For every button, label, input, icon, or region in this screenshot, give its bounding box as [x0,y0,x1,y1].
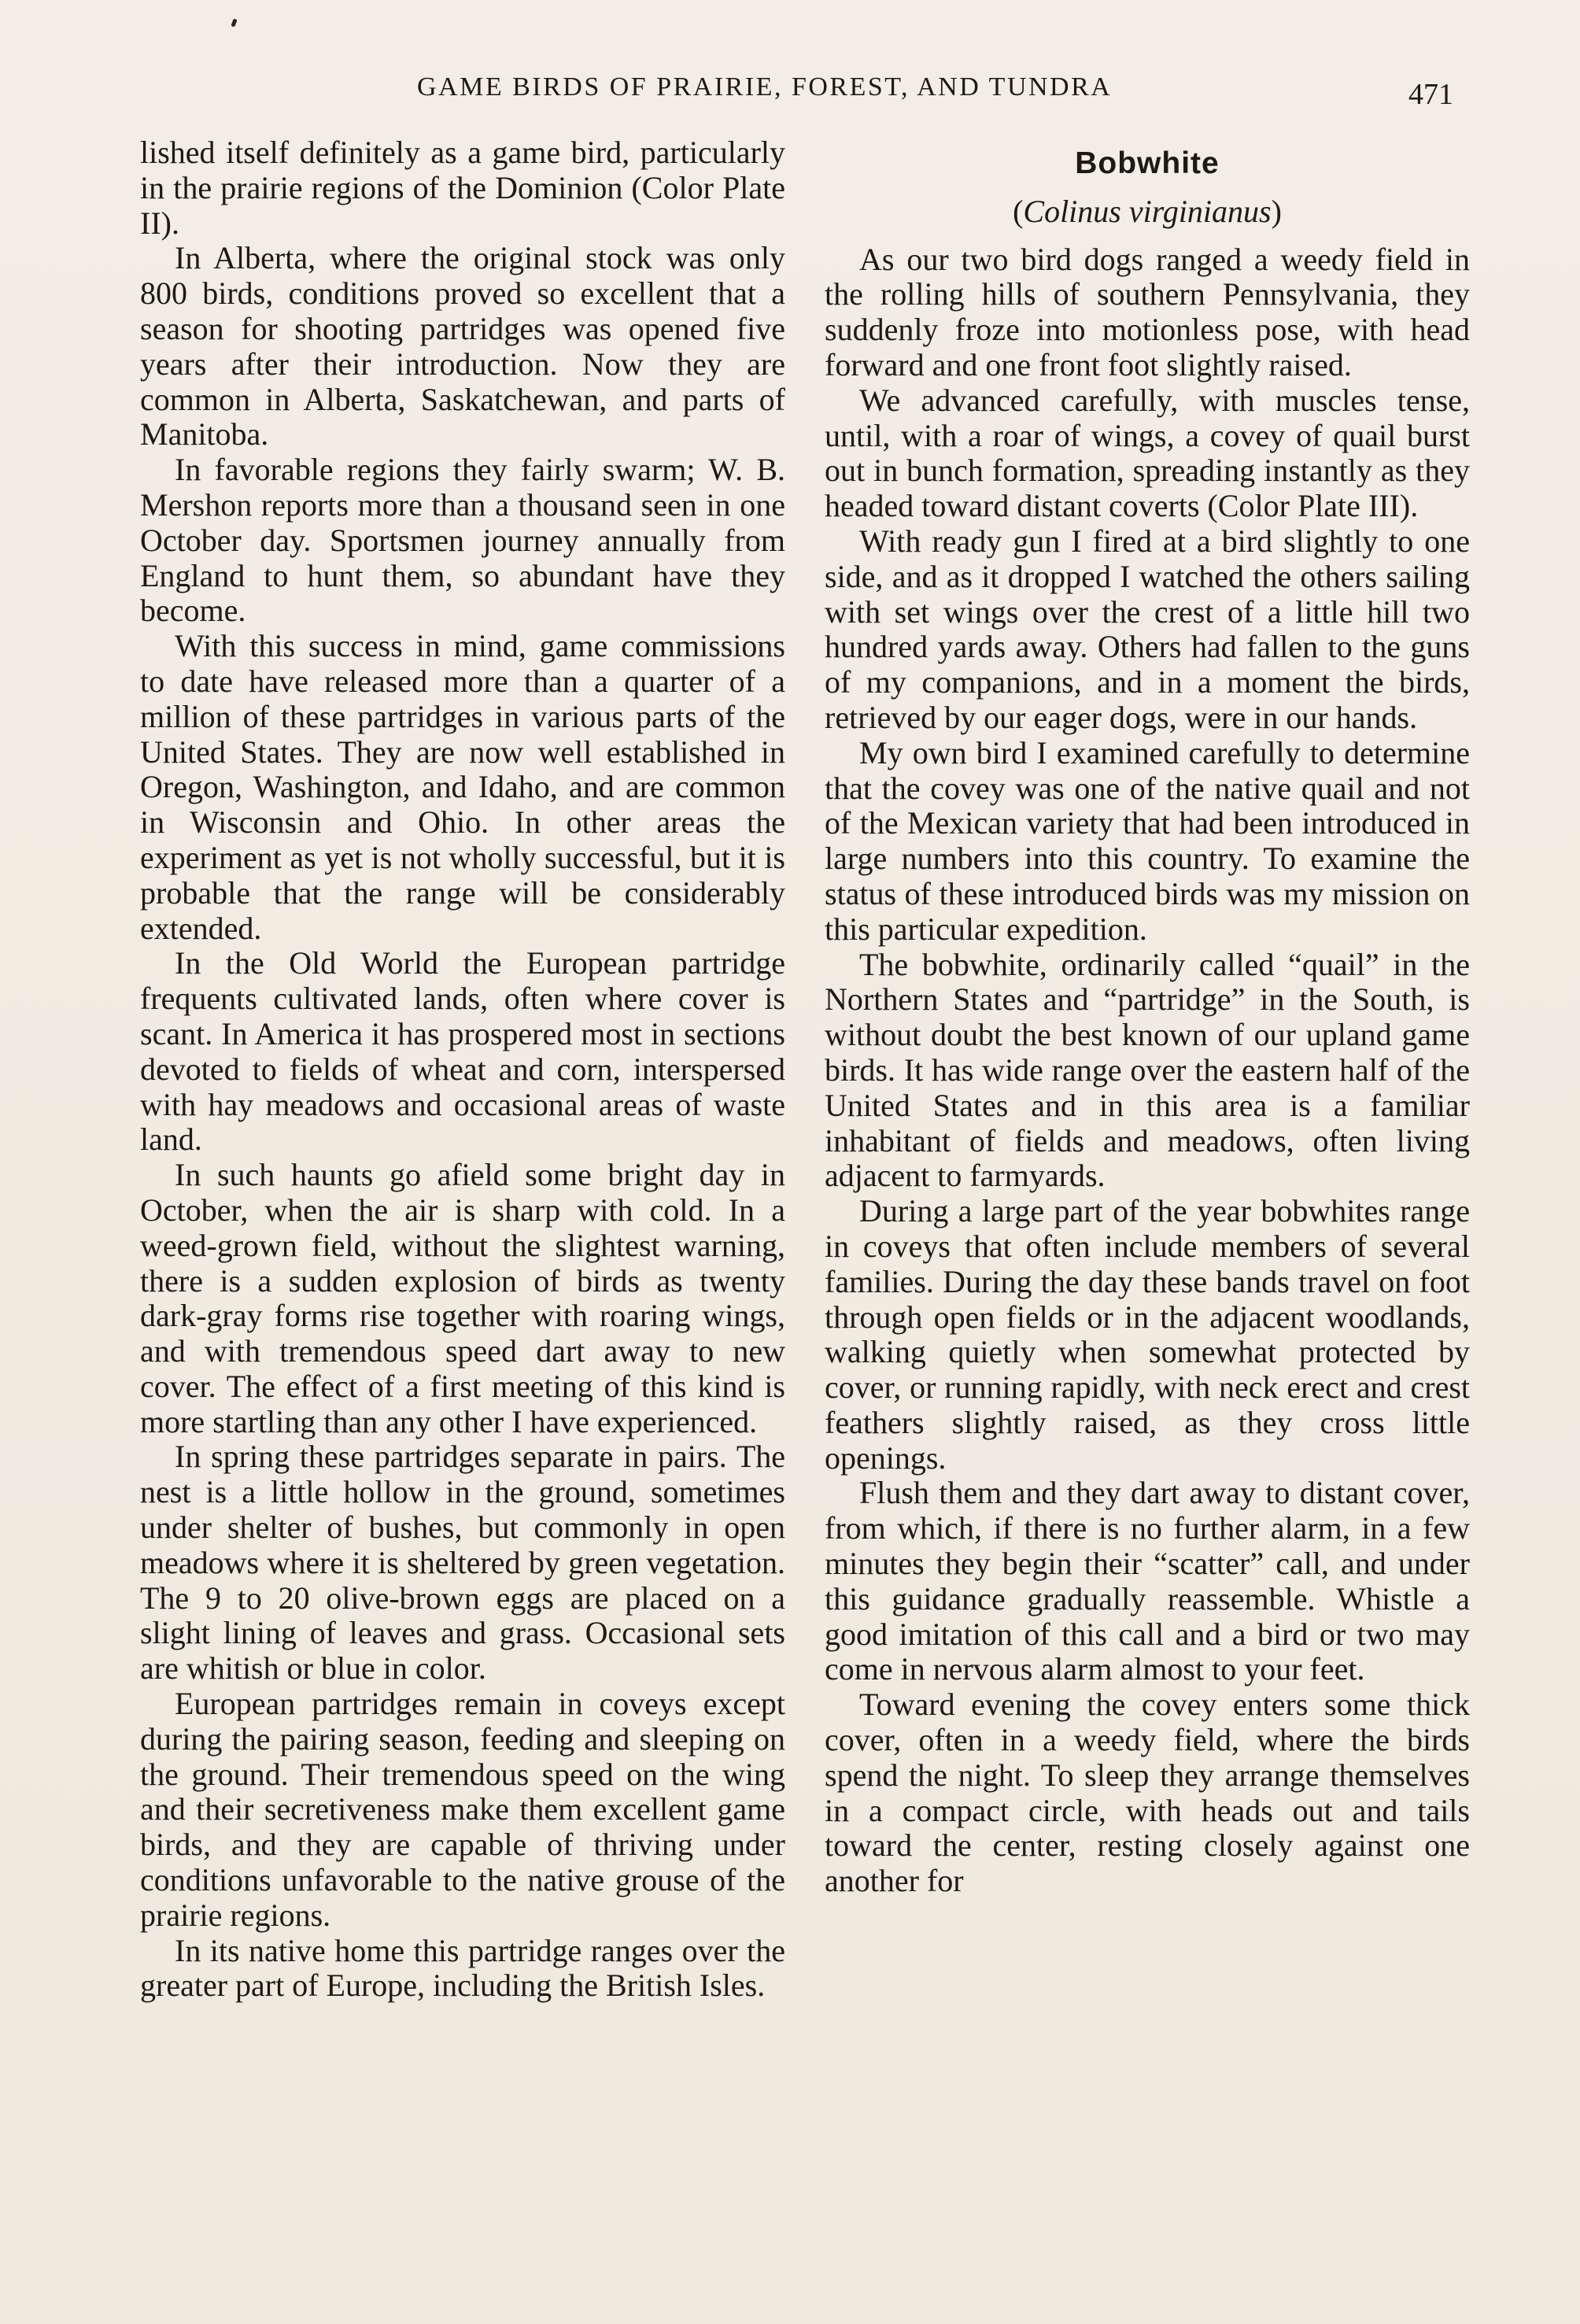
paragraph: We advanced carefully, with muscles tense, until, with a roar of wings, a covey of quail burst out in bunch formation, spreading instantly as they headed toward distant coverts (Color Plate III). [825,382,1470,524]
paragraph: My own bird I examined carefully to determine that the covey was one of the native quail and not of the Mexican variety that had been introduced in large numbers into this country. To examine the status of these introduced birds was my mission on this particular expedition. [825,734,1470,947]
paragraph: With this success in mind, game commissions to date have released more than a quarter of a million of these partridges in various parts of the United States. They are now well established in Oregon, Washington, and Idaho, and are common in Wisconsin and Ohio. In other areas the experiment as yet is not wholly successful, but it is probable that the range will be considerably extended. [140,628,785,946]
species-open-paren: ( [1013,193,1024,229]
paragraph: During a large part of the year bobwhites range in coveys that often include members of several families. During the day these bands travel on foot through open fields or in the adjacent woodlands, walking quietly when somewhat protected by cover, or running rapidly, with neck erect and crest feathers slightly raised, as they cross little openings. [825,1193,1470,1476]
paragraph: With ready gun I fired at a bird slightly to one side, and as it dropped I watched the others sailing with set wings over the crest of a little hill two hundred yards away. Others had fallen to the guns of my companions, and in a moment the birds, retrieved by our eager dogs, were in our hands. [825,523,1470,735]
running-head: GAME BIRDS OF PRAIRIE, FOREST, AND TUNDRA [417,72,1113,102]
species-close-paren: ) [1271,193,1282,229]
paragraph: lished itself definitely as a game bird, particularly in the prairie regions of the Dominion (Color Plate II). [140,135,785,241]
paragraph: The bobwhite, ordinarily called “quail” in the Northern States and “partridge” in the South, is without doubt the best known of our upland game birds. It has wide range over the eastern half of the United States and in this area is a familiar inhabitant of fields and meadows, often living adjacent to farmyards. [825,946,1470,1194]
page-number: 471 [1408,78,1453,111]
left-column [140,135,785,2004]
paragraph: In Alberta, where the original stock was only 800 birds, conditions proved so excellent that a season for shooting partridges was opened five years after their introduction. Now they are common in Alberta, Saskatchewan, and parts of Manitoba. [140,240,785,453]
paragraph: In favorable regions they fairly swarm; W. B. Mershon reports more than a thousand seen in one October day. Sportsmen journey annually from England to hunt them, so abundant have they become. [140,452,785,629]
paragraph: Flush them and they dart away to distant cover, from which, if there is no further alarm, in a few minutes they begin their “scatter” call, and under this guidance gradually reassemble. Whistle a good imitation of this call and a bird or two may come in nervous alarm almost to your feet. [825,1475,1470,1687]
paragraph: In the Old World the European partridge frequents cultivated lands, often where cover is scant. In America it has prospered most in sections devoted to fields of wheat and corn, interspersed with hay meadows and occasional areas of waste land. [140,945,785,1158]
scientific-name: Colinus virginianus [1023,193,1272,229]
paragraph: In its native home this partridge ranges over the greater part of Europe, including the British Isles. [140,1932,785,2004]
ink-speck [231,18,237,27]
species-name [825,194,1470,230]
paragraph: In spring these partridges separate in pairs. The nest is a little hollow in the ground, sometimes under shelter of bushes, but commonly in open meadows where it is sheltered by green vegetation. The 9 to 20 olive-brown eggs are placed on a slight lining of leaves and grass. Occasional sets are whitish or blue in color. [140,1439,785,1687]
paragraph: As our two bird dogs ranged a weedy field in the rolling hills of southern Pennsylvania, they suddenly froze into motionless pose, with head forward and one front foot slightly raised. [825,241,1470,382]
paragraph: Toward evening the covey enters some thick cover, often in a weedy field, where the birds spend the night. To sleep they arrange themselves in a compact circle, with heads out and tails toward the center, resting closely against one another for [825,1687,1470,1899]
paragraph: European partridges remain in coveys except during the pairing season, feeding and sleeping on the ground. Their tremendous speed on the wing and their secretiveness make them excellent game birds, and they are capable of thriving under conditions unfavorable to the native grouse of the prairie regions. [140,1686,785,1933]
paragraph: In such haunts go afield some bright day in October, when the air is sharp with cold. In a weed-grown field, without the slightest warning, there is a sudden explosion of birds as twenty dark-gray forms rise together with roaring wings, and with tremendous speed dart away to new cover. The effect of a first meeting of this kind is more startling than any other I have experienced. [140,1157,785,1439]
section-title: Bobwhite [1075,146,1220,180]
right-column [825,146,1470,1899]
